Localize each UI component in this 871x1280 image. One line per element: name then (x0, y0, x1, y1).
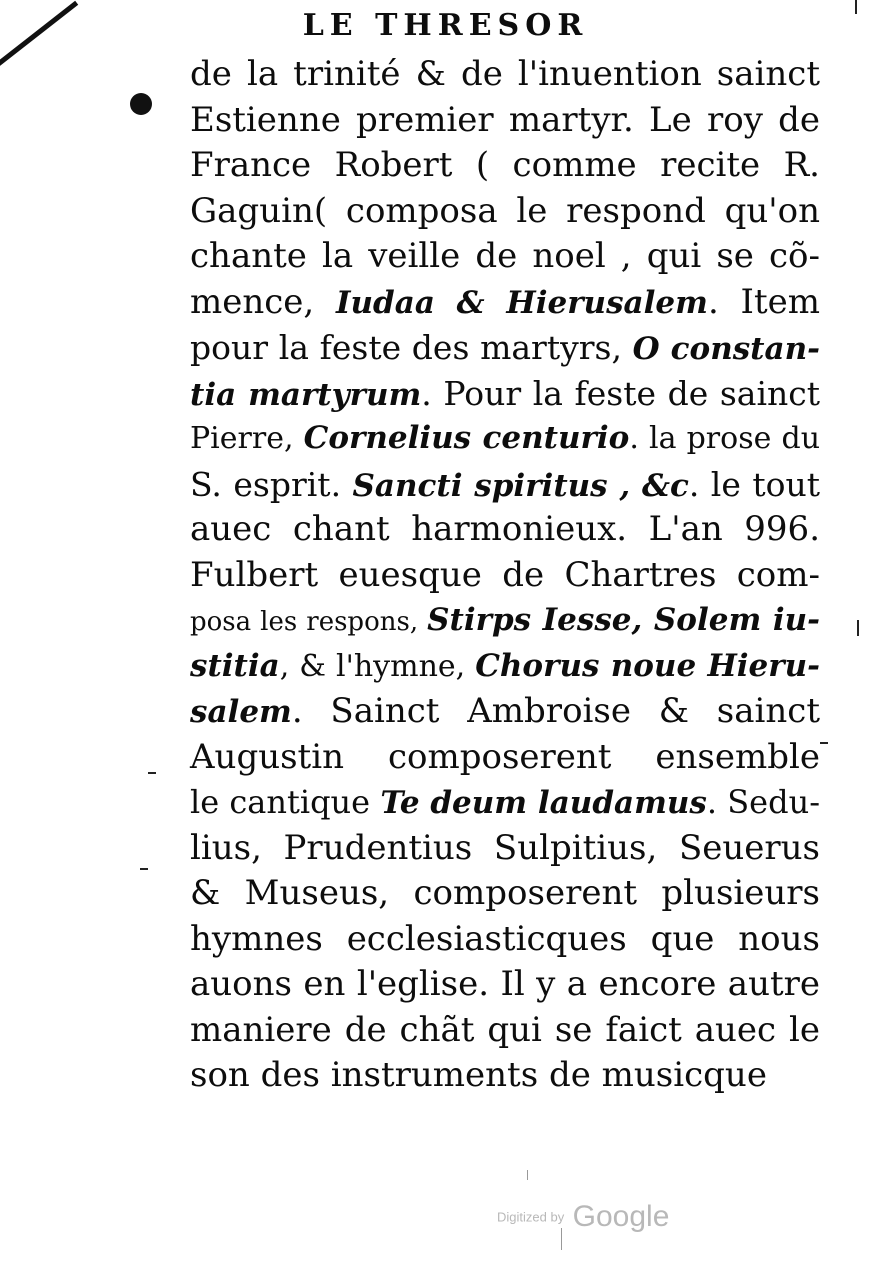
text-line (190, 325, 820, 371)
text-line (190, 1053, 820, 1099)
text-segment: son des instruments de musicque (190, 1055, 767, 1095)
text-line (190, 52, 820, 98)
text-line (190, 962, 820, 1008)
watermark-prefix: Digitized by (497, 1209, 565, 1225)
text-line (190, 189, 820, 235)
text-line (190, 462, 820, 508)
text-line (190, 689, 820, 735)
text-segment: pour la feste des martyrs, (190, 328, 633, 367)
text-segment: . le tout (688, 464, 821, 504)
text-segment: & Museus, composerent plusieurs (190, 873, 820, 913)
text-line (190, 280, 820, 326)
italic-segment: Stirps Iesse, Solem iu- (427, 602, 820, 638)
edge-tick-right (857, 620, 859, 636)
text-segment: posa les respons, (190, 607, 428, 637)
text-line (190, 143, 820, 189)
text-segment: France Robert ( comme recite R. (190, 145, 820, 185)
italic-segment: Sancti spiritus , &c (352, 467, 689, 504)
italic-segment: tia martyrum (190, 376, 422, 413)
italic-segment: Chorus noue Hieru- (475, 647, 820, 684)
text-line (190, 416, 820, 462)
text-line (190, 371, 820, 417)
italic-segment: Cornelius centurio (303, 420, 630, 456)
text-segment: Fulbert euesque de Chartres com- (190, 554, 820, 595)
text-segment: auons en l'eglise. Il y a encore autre (190, 964, 820, 1004)
text-line (190, 644, 820, 690)
text-segment: . Item (707, 281, 820, 322)
margin-dash (140, 868, 148, 870)
text-line (190, 826, 820, 872)
text-segment: . la prose du (629, 421, 821, 456)
text-line (190, 917, 820, 963)
text-segment: Pierre, (190, 421, 304, 456)
scan-speck (527, 1170, 528, 1180)
text-segment: . Sedu- (706, 783, 821, 821)
text-block (190, 52, 820, 1099)
text-segment: S. esprit. (190, 464, 353, 504)
italic-segment: Te deum laudamus (380, 785, 707, 821)
text-segment: auec chant harmonieux. L'an 996. (190, 509, 820, 549)
text-segment: . Sainct Ambroise & sainct (291, 691, 820, 731)
text-segment: le cantique (190, 783, 381, 821)
text-line (190, 780, 820, 826)
italic-segment: salem (190, 694, 292, 730)
text-segment: chante la veille de noel , qui se cõ- (190, 236, 820, 276)
text-segment: , & l'hymne, (279, 648, 476, 684)
text-segment: maniere de chãt qui se faict auec le (190, 1009, 820, 1050)
text-segment: mence, (190, 281, 337, 322)
text-segment: Gaguin( composa le respond qu'on (190, 190, 820, 231)
margin-dash (148, 772, 156, 774)
running-head: LE THRESOR (302, 8, 589, 43)
text-segment: de la trinité & de l'inuention sainct (190, 54, 820, 94)
text-segment: Estienne premier martyr. Le roy de (190, 99, 820, 140)
margin-dash (820, 742, 828, 744)
italic-segment: stitia (190, 647, 280, 684)
text-line (190, 234, 820, 280)
italic-segment: O constan- (632, 331, 820, 367)
text-segment: Augustin composerent ensemble (190, 736, 820, 777)
text-segment: hymnes ecclesiasticques que nous (190, 918, 820, 959)
text-line (190, 507, 820, 553)
text-line (190, 98, 820, 144)
text-line (190, 553, 820, 599)
text-line (190, 871, 820, 917)
google-logo-text: Google (572, 1200, 670, 1233)
italic-segment: Iudaa & Hierusalem (336, 284, 708, 321)
text-line (190, 598, 820, 644)
digitized-watermark (497, 1200, 669, 1234)
text-segment: lius, Prudentius Sulpitius, Seuerus (190, 827, 820, 868)
text-line (190, 735, 820, 781)
text-segment: . Pour la feste de sainct (421, 373, 820, 413)
text-line (190, 1008, 820, 1054)
margin-dot (130, 93, 152, 115)
